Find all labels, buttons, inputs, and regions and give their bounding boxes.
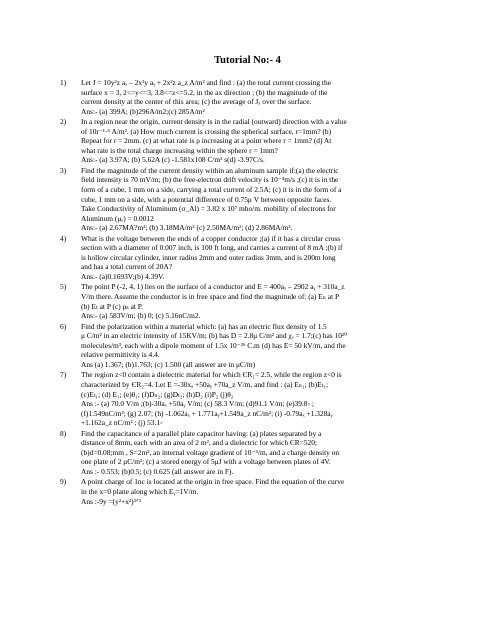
problem-number: 7) [60, 370, 67, 380]
problem-text-line: +1.162a_z nC/m² ; (j) 53.1◦ [81, 418, 163, 428]
problem-item [60, 282, 458, 320]
problem-text-line: cube, 1 mm on a side, with a potential difference of 0.75μ V between opposite faces. [81, 194, 332, 204]
problem-text-line: Aluminum (μₑ) = 0.0012 [81, 213, 154, 223]
problem-number: 6) [60, 321, 67, 331]
problem-text-line: The region z<0 contain a dielectric material for which ЄR₁= 2.5, while the region z<0 is [81, 370, 342, 380]
problem-text-line: Ans :- (a) 70.0 V/m ;(b)-30aₓ +50aᵧ V/m; (c) 58.3 V/m; (d)91.1 V/m; (e)39.8◦ ; [81, 399, 314, 409]
problem-text-line: μ C/m² in an electric intensity of 15KV/m; (b) has D = 2.8μ C/m² and χₑ = 1.7;(c) has 10²⁰ [81, 331, 348, 341]
problem-text-line: (b) Eₜ at P (c) ρₛ at P. [81, 301, 143, 311]
problem-list [60, 78, 458, 507]
problem-text-line: of 10r⁻¹·⁵ A/m². (a) How much current is crossing the spherical surface, r=1mm? (b) [81, 126, 332, 136]
problem-answer: Ans :- 0.553; (b)0.5; (c) 0.625 (all answer are in F). [81, 466, 234, 476]
problem-number: 2) [60, 117, 67, 127]
problem-text-line: section with a diameter of 0.007 inch, is 100 ft long, and carries a current of 8 mA ;(b) if [81, 243, 343, 253]
problem-number: 9) [60, 477, 67, 487]
problem-text-line: Take Conductivity of Aluminum (σ_Al) = 3.82 x 10⁷ mho/m. mobility of electrons for [81, 204, 336, 214]
problem-text-line: field intensity is 70 mV/m; (b) the free-electron drift velocity is 10⁻⁴m/s ;(c) it is in the [81, 175, 339, 185]
problem-answer: Ans:- (a)0.1693V;(b) 4.39V. [81, 271, 165, 281]
problem-text-line: what rate is the total charge increasing within the sphere r = 1mm? [81, 145, 278, 155]
problem-text-line: current density at the center of this area; (c) the average of Jₓ over the surface. [81, 97, 312, 107]
problem-answer: Ans:- (a) 3.97A; (b) 5.62A (c) -1.581x108 C/m³ s(d) -3.97C/s. [81, 155, 265, 165]
problem-text-line: Let J = 10y²z aₓ – 2x²y aᵧ + 2x²z a_z A/m² and find : (a) the total current crossing the [81, 78, 331, 87]
problem-text-line: characterized by ЄR₂=4. Let E =-30xₐ +50aᵧ +70a_z V/m, and find : (a) Eₙ₁; (b)Eₜ₁; [81, 379, 329, 389]
problem-text-line: surface x = 3, 2<=y<=3, 3.8<=z<=5.2, in the ax direction ; (b) the magnitude of the [81, 87, 328, 97]
problem-text-line: (b)d=0.08;mm , S=2m², an internal voltage gradient of 10⁻⁵/m, and a charge density on [81, 447, 340, 457]
problem-text-line: What is the voltage between the ends of a copper conductor ;(a) if it has a circular cross [81, 233, 341, 243]
problem-text-line: Find the magnitude of the current density within an aluminum sample if:(a) the electric [81, 165, 339, 175]
problem-number: 1) [60, 78, 67, 87]
problem-text-line: Find the polarization within a material which: (a) has an electric flux density of 1.5 [81, 321, 327, 331]
problem-answer: Ans:- (a) 2.67MA?m²; (b) 3.18MA/m² (c) 2.50MA/m²; (d) 2.86MA/m². [81, 223, 293, 233]
problem-item [60, 429, 458, 477]
problem-item [60, 234, 458, 282]
page-title: Tutorial No:- 4 [214, 55, 281, 66]
problem-text-line: Find the capacitance of a parallel plate capacitor having: (a) plates separated by a [81, 428, 322, 438]
problem-answer: Ans:- (a) 399A; (b)296A/m2;(c) 285A/m² [81, 106, 205, 116]
problem-text-line: relative permittivity is 4.4. [81, 350, 160, 360]
problem-text-line: (f)1.549nC/m²; (g) 2.07; (h) -1.062aₓ + 1.771aᵧ+1.549a_z nC/m²; (i) -0.79aₓ +1.328aᵧ [81, 408, 333, 418]
problem-item [60, 78, 458, 116]
problem-item [60, 477, 458, 506]
problem-text-line: one plate of 2 μC/m²; (c) a stored energy of 5μJ with a voltage between plates of 4V. [81, 457, 331, 467]
problem-answer: Ans :-9y =(y²+x²)³ᐟ² [81, 496, 142, 506]
problem-text-line: Repeat for r = 2mm. (c) at what rate is ρ increasing at a point where r = 1mm? (d) At [81, 136, 332, 146]
problem-answer: Ans (a) 1.367; (b)1.763; (c) 1.500 (all answer are in μC/m) [81, 359, 256, 369]
problem-number: 4) [60, 233, 67, 243]
problem-item [60, 370, 458, 427]
problem-item [60, 117, 458, 165]
problem-number: 3) [60, 165, 67, 175]
problem-number: 8) [60, 428, 67, 438]
problem-item [60, 166, 458, 233]
problem-text-line: The point P (-2, 4, 1) lies on the surface of a conductor and E = 400aₓ – 2902 aᵧ + 310a_z [81, 282, 345, 292]
problem-answer: Ans:- (a) 583V/m; (b) 0; (c) 5.16nC/m2. [81, 311, 201, 321]
problem-text-line: A point charge of 1nc is located at the origin in free space. Find the equation of the curve [81, 477, 345, 487]
problem-text-line: form of a cube, 1 mm on a side, carrying a total current of 2.5A; (c) it is in the form of a [81, 185, 342, 195]
problem-text-line: molecules/m³, each with a dipole moment of 1.5x 10⁻²⁶ C.m (d) has E= 50 kV/m, and the [81, 340, 346, 350]
problem-text-line: is hollow circular cylinder, inner radius 2mm and outer radius 3mm, and is 200m long [81, 252, 336, 262]
problem-text-line: and has a total current of 20A? [81, 262, 173, 272]
problem-item [60, 322, 458, 370]
problem-text-line: in the x=0 plane along which Eᵧ=1V/m. [81, 486, 199, 496]
problem-text-line: (c)Eₜ₁; (d) E₁; (e)θ₁; (f)Dₙ₂; (g)Dₜ₂; (h)D₂ (i)P₂ (j)θ₂ [81, 389, 234, 399]
problem-text-line: V/m there. Assume the conductor is in free space and find the magnitude of: (a) Eₙ at P [81, 292, 340, 302]
problem-text-line: distance of 8mm, each with an area of 2 m², and a dielectric for which ЄR=520; [81, 438, 317, 448]
problem-text-line: In a region near the origin, current density is in the radial (outward) direction with a value [81, 117, 347, 127]
problem-number: 5) [60, 282, 67, 292]
